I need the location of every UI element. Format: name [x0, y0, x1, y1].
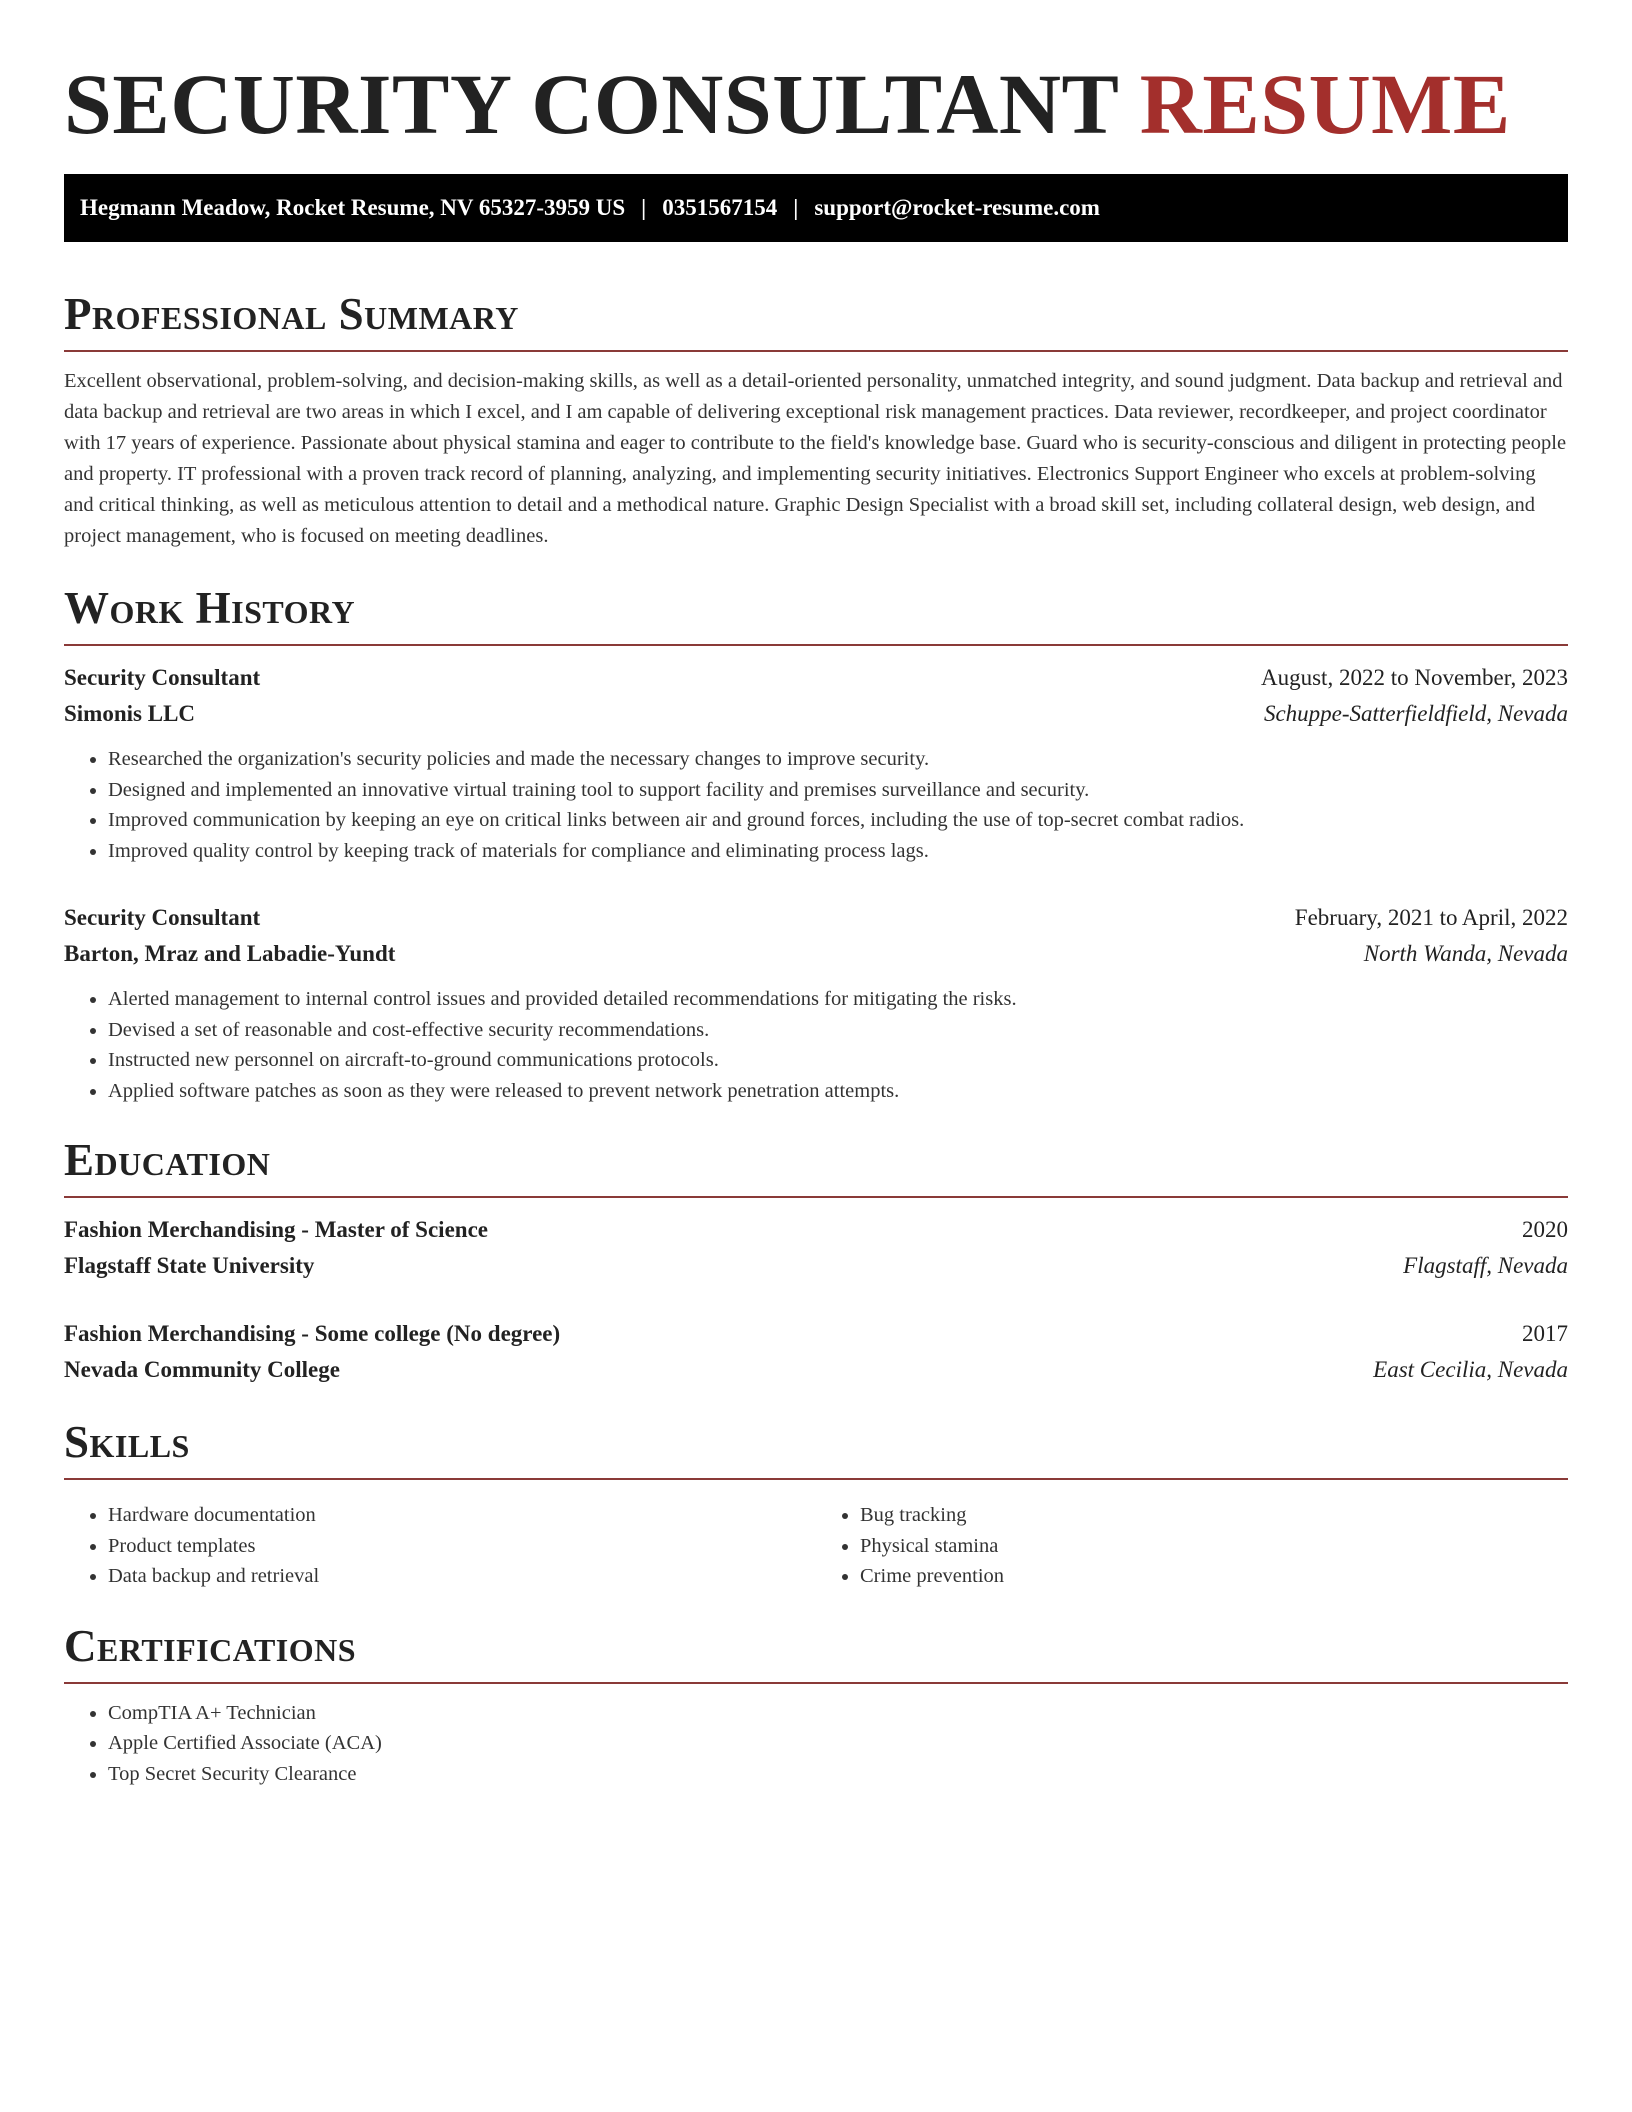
- skills-grid: [64, 1494, 1568, 1592]
- job-company-row: [64, 696, 1568, 732]
- job-bullet: • Improved quality control by keeping track of materials for compliance and eliminating process lags.: [108, 836, 1568, 867]
- job-bullets: [64, 744, 1568, 866]
- job-title: Security Consultant: [64, 905, 261, 930]
- job-entry: [64, 900, 1568, 1106]
- job-location: Schuppe-Satterfieldfield, Nevada: [1263, 701, 1568, 726]
- job-bullet: • Applied software patches as soon as they were released to prevent network penetration attempts.: [108, 1076, 1568, 1107]
- section-divider: [64, 1478, 1568, 1480]
- skill-item: • Bug tracking: [860, 1500, 1568, 1531]
- certifications-section: [64, 1618, 1568, 1790]
- title-accent: RESUME: [1139, 56, 1511, 152]
- resume-title: [64, 54, 1568, 154]
- job-bullet: • Instructed new personnel on aircraft-to-ground communications protocols.: [108, 1045, 1568, 1076]
- job-company: Simonis LLC: [64, 701, 196, 726]
- skill-item: • Crime prevention: [860, 1561, 1568, 1592]
- education-year: 2017: [1522, 1321, 1568, 1346]
- section-divider: [64, 644, 1568, 646]
- title-main: SECURITY CONSULTANT: [64, 56, 1118, 152]
- education-degree: Fashion Merchandising - Master of Science: [64, 1217, 488, 1242]
- education-school: Flagstaff State University: [64, 1253, 315, 1278]
- education-school-row: [64, 1352, 1568, 1388]
- certification-item: • Top Secret Security Clearance: [108, 1759, 1568, 1790]
- contact-phone: 0351567154: [662, 195, 778, 220]
- job-location: North Wanda, Nevada: [1363, 941, 1568, 966]
- section-divider: [64, 1682, 1568, 1684]
- education-entry: [64, 1212, 1568, 1284]
- job-title: Security Consultant: [64, 665, 261, 690]
- job-entry: [64, 660, 1568, 866]
- section-heading-summary: Professional Summary: [64, 289, 519, 339]
- skill-item: • Product templates: [108, 1531, 816, 1562]
- contact-bar: [64, 174, 1568, 242]
- education-year: 2020: [1522, 1217, 1568, 1242]
- contact-separator: |: [641, 195, 647, 220]
- job-header-row: [64, 900, 1568, 936]
- education-school: Nevada Community College: [64, 1357, 340, 1382]
- job-company-row: [64, 936, 1568, 972]
- job-bullet: • Devised a set of reasonable and cost-effective security recommendations.: [108, 1015, 1568, 1046]
- job-dates: February, 2021 to April, 2022: [1294, 905, 1568, 930]
- section-heading-education: Education: [64, 1135, 271, 1185]
- section-heading-work-history: Work History: [64, 583, 356, 633]
- section-divider: [64, 1196, 1568, 1198]
- job-dates: August, 2022 to November, 2023: [1261, 665, 1568, 690]
- job-header-row: [64, 660, 1568, 696]
- education-entry: [64, 1316, 1568, 1388]
- education-location: East Cecilia, Nevada: [1373, 1357, 1568, 1382]
- job-company: Barton, Mraz and Labadie-Yundt: [64, 941, 396, 966]
- work-history-section: [64, 580, 1568, 1106]
- job-bullet: • Improved communication by keeping an eye on critical links between air and ground forces, including the use of top-secret combat radios.: [108, 805, 1568, 836]
- education-section: [64, 1132, 1568, 1388]
- job-bullet: • Alerted management to internal control issues and provided detailed recommendations for mitigating the risks.: [108, 984, 1568, 1015]
- certifications-list: [64, 1698, 1568, 1790]
- contact-email[interactable]: support@rocket-resume.com: [814, 195, 1100, 220]
- job-bullet: • Researched the organization's security policies and made the necessary changes to improve security.: [108, 744, 1568, 775]
- section-divider: [64, 350, 1568, 352]
- skills-section: [64, 1414, 1568, 1592]
- job-bullet: • Designed and implemented an innovative virtual training tool to support facility and premises surveillance and security.: [108, 775, 1568, 806]
- education-school-row: [64, 1248, 1568, 1284]
- section-heading-skills: Skills: [64, 1417, 190, 1467]
- education-location: Flagstaff, Nevada: [1403, 1253, 1568, 1278]
- skills-list-left: [64, 1500, 816, 1592]
- education-degree: Fashion Merchandising - Some college (No degree): [64, 1321, 561, 1346]
- skills-list-right: [816, 1500, 1568, 1592]
- skill-item: • Data backup and retrieval: [108, 1561, 816, 1592]
- summary-section: [64, 286, 1568, 552]
- skill-item: • Physical stamina: [860, 1531, 1568, 1562]
- job-bullets: [64, 984, 1568, 1106]
- summary-text: Excellent observational, problem-solving, and decision-making skills, as well as a detail-oriented personality, unmatched integrity, and sound judgment. Data backup and retrieval and data backup and retrieval are two areas in which I excel, and I am capable of delivering exceptional risk management practices. Data reviewer, recordkeeper, and project coordinator with 17 years of experience. Passionate about physical stamina and eager to contribute to the field's knowledge base. Guard who is security-conscious and diligent in protecting people and property. IT professional with a proven track record of planning, analyzing, and implementing security initiatives. Electronics Support Engineer who excels at problem-solving and critical thinking, as well as meticulous attention to detail and a methodical nature. Graphic Design Specialist with a broad skill set, including collateral design, web design, and project management, who is focused on meeting deadlines.: [64, 370, 1567, 547]
- skill-item: • Hardware documentation: [108, 1500, 816, 1531]
- education-degree-row: [64, 1212, 1568, 1248]
- contact-separator: |: [793, 195, 799, 220]
- certification-item: • CompTIA A+ Technician: [108, 1698, 1568, 1729]
- section-heading-certifications: Certifications: [64, 1620, 357, 1671]
- contact-address: Hegmann Meadow, Rocket Resume, NV 65327-3959 US: [80, 195, 626, 220]
- certification-item: • Apple Certified Associate (ACA): [108, 1728, 1568, 1759]
- education-degree-row: [64, 1316, 1568, 1352]
